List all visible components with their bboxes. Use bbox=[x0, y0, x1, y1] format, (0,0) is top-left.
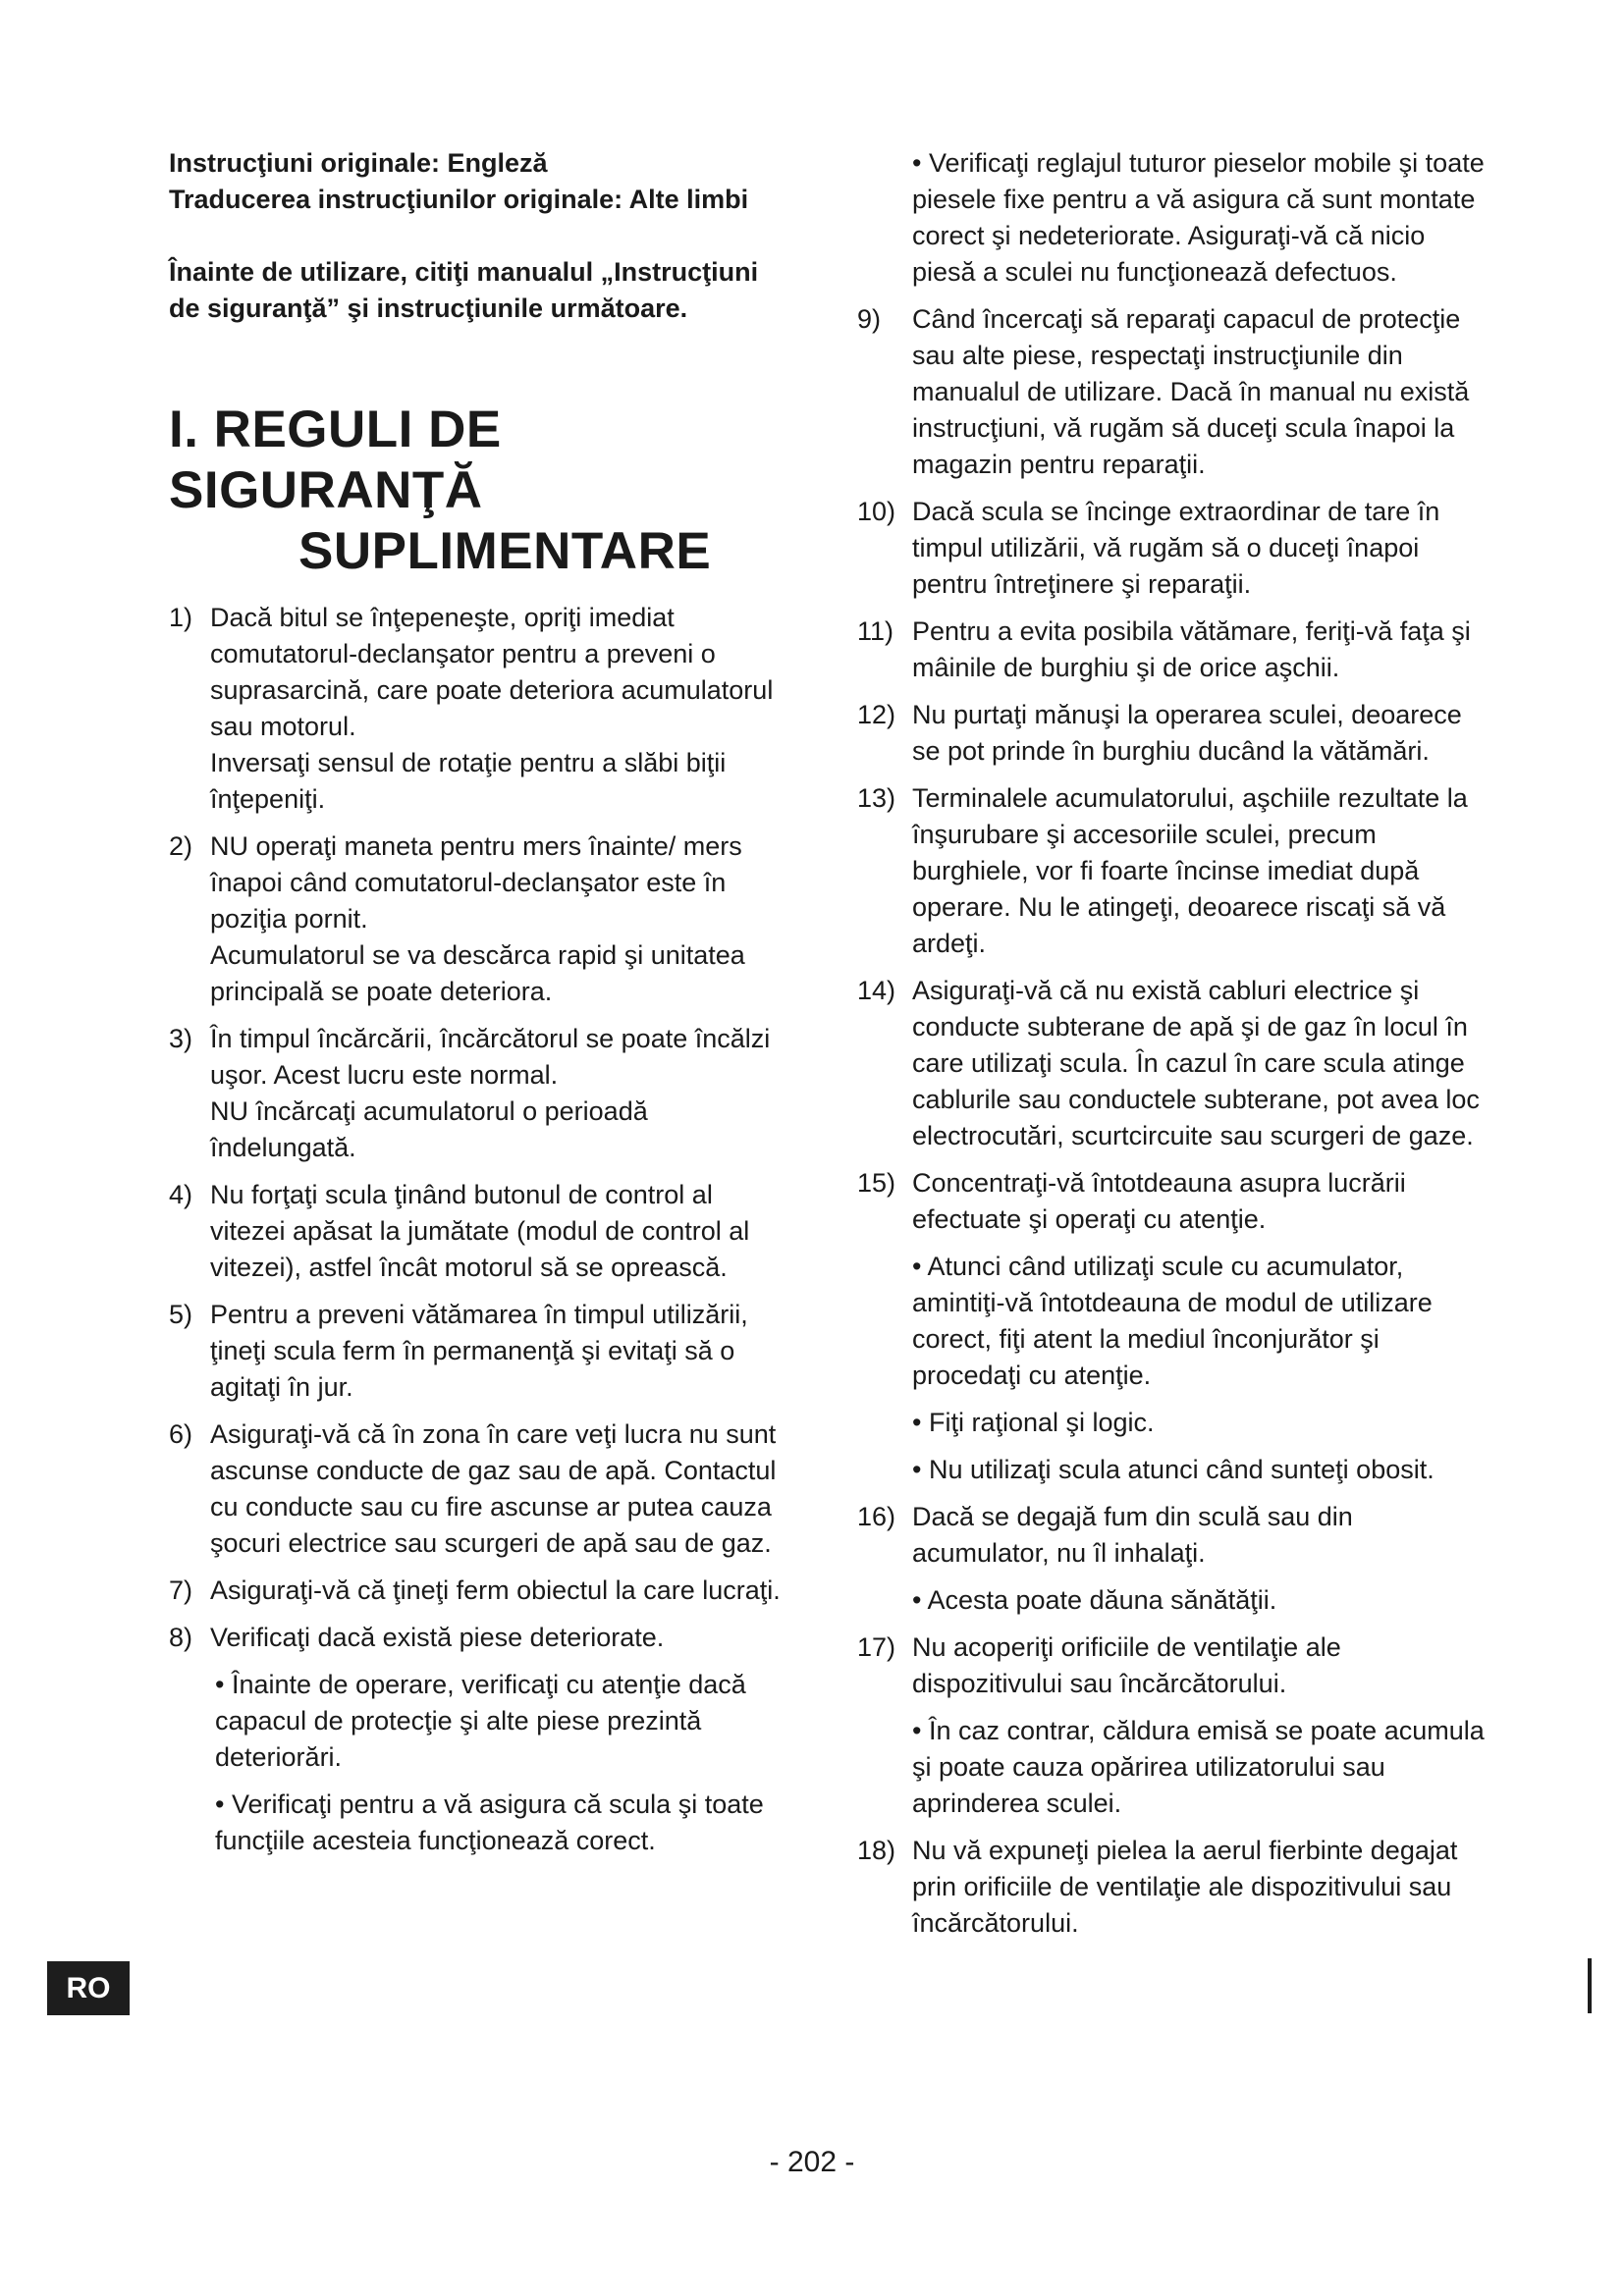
list-item bbox=[857, 494, 1486, 603]
item-text bbox=[912, 1833, 1486, 1942]
item-number: 13) bbox=[857, 783, 896, 813]
item-paragraph: NU încărcaţi acumulatorul o perioadă îndelungată. bbox=[210, 1096, 648, 1162]
item-number: 16) bbox=[857, 1502, 896, 1531]
item-number: 12) bbox=[857, 700, 896, 729]
item-text bbox=[912, 301, 1486, 483]
item-number: 15) bbox=[857, 1168, 896, 1198]
item-paragraph: Concentraţi-vă întotdeauna asupra lucrării efectuate şi operaţi cu atenţie. bbox=[912, 1168, 1406, 1234]
item-number: 8) bbox=[169, 1623, 193, 1652]
margin-marker bbox=[1588, 1958, 1592, 2013]
item-text bbox=[912, 494, 1486, 603]
bullet-subitem: • Fiţi raţional şi logic. bbox=[912, 1408, 1155, 1437]
right-column bbox=[857, 145, 1486, 1952]
item-paragraph: Dacă se degajă fum din sculă sau din acumulator, nu îl inhalaţi. bbox=[912, 1502, 1353, 1568]
item-paragraph: Acumulatorul se va descărca rapid şi unitatea principală se poate deteriora. bbox=[210, 940, 745, 1006]
page-number: - 202 - bbox=[769, 2146, 855, 2178]
list-item bbox=[857, 973, 1486, 1154]
item-paragraph: Pentru a evita posibila vătămare, feriţi-vă faţa şi mâinile de burghiu şi de orice aşchii. bbox=[912, 616, 1471, 682]
item-text bbox=[912, 1165, 1486, 1238]
bullet-subitem: • Atunci când utilizaţi scule cu acumulator, amintiţi-vă întotdeauna de modul de utilizare corect, fiţi atent la mediul înconjurător şi procedaţi cu atenţie. bbox=[912, 1252, 1433, 1390]
item-number: 2) bbox=[169, 831, 193, 861]
item-number: 9) bbox=[857, 304, 882, 334]
item-number: 1) bbox=[169, 603, 193, 632]
item-number: 17) bbox=[857, 1632, 896, 1662]
list-item bbox=[169, 1620, 789, 1656]
bullet-subitem: • Înainte de operare, verificaţi cu atenţie dacă capacul de protecţie şi alte piese prezintă deteriorări. bbox=[215, 1670, 746, 1772]
item-paragraph: Inversaţi sensul de rotaţie pentru a slăbi biţii înţepeniţi. bbox=[210, 748, 727, 814]
item-paragraph: Nu vă expuneţi pielea la aerul fierbinte degajat prin orificiile de ventilaţie ale dispozitivului sau încărcătorului. bbox=[912, 1836, 1458, 1938]
item-paragraph: Asiguraţi-vă că ţineţi ferm obiectul la care lucraţi. bbox=[210, 1575, 781, 1605]
item-text bbox=[210, 600, 789, 818]
section-heading-line1: I. REGULI DE SIGURANŢĂ bbox=[169, 400, 502, 519]
item-number: 10) bbox=[857, 497, 896, 526]
right-items-list bbox=[857, 301, 1486, 1942]
item-text bbox=[210, 1177, 789, 1286]
item-paragraph: Pentru a preveni vătămarea în timpul utilizării, ţineţi scula ferm în permanenţă şi evitaţi să o agitaţi în jur. bbox=[210, 1300, 748, 1402]
list-item bbox=[169, 600, 789, 818]
item-text bbox=[210, 1297, 789, 1406]
item-paragraph: Nu purtaţi mănuşi la operarea sculei, deoarece se pot prinde în burghiu ducând la vătămări. bbox=[912, 700, 1462, 766]
continued-subitem: • Verificaţi reglajul tuturor pieselor mobile şi toate piesele fixe pentru a vă asigura că sunt montate corect şi nedeteriorate. Asiguraţi-vă că nicio piesă a sculei nu funcţionează defectuos. bbox=[912, 148, 1485, 287]
list-item bbox=[169, 1573, 789, 1609]
bullet-subitem: • Acesta poate dăuna sănătăţii. bbox=[912, 1585, 1277, 1615]
item-number: 7) bbox=[169, 1575, 193, 1605]
left-subitems-list bbox=[169, 1667, 789, 1859]
list-item bbox=[857, 1499, 1486, 1572]
item-paragraph: Terminalele acumulatorului, aşchiile rezultate la înşurubare şi accesoriile sculei, precum burghiele, vor fi foarte încinse imediat după operare. Nu le atingeţi, deoarece riscaţi să vă ardeţi. bbox=[912, 783, 1468, 958]
list-item bbox=[857, 1833, 1486, 1942]
section-heading bbox=[169, 400, 789, 582]
item-text bbox=[210, 828, 789, 1010]
item-paragraph: Când încercaţi să reparaţi capacul de protecţie sau alte piese, respectaţi instrucţiunile din manualul de utilizare. Dacă în manual nu există instrucţiuni, vă rugăm să duceţi scula înapoi la magazin pentru reparaţii. bbox=[912, 304, 1470, 479]
item-number: 6) bbox=[169, 1419, 193, 1449]
item-number: 14) bbox=[857, 976, 896, 1005]
item-number: 18) bbox=[857, 1836, 896, 1865]
item-paragraph: Asiguraţi-vă că în zona în care veţi lucra nu sunt ascunse conducte de gaz sau de apă. Contactul cu conducte sau cu fire ascunse ar putea cauza şocuri electrice sau scurgeri de apă sau de gaz. bbox=[210, 1419, 777, 1558]
list-item bbox=[169, 1177, 789, 1286]
list-item bbox=[857, 780, 1486, 962]
list-item bbox=[857, 614, 1486, 686]
item-number: 4) bbox=[169, 1180, 193, 1209]
item-text bbox=[210, 1416, 789, 1562]
item-text bbox=[912, 1629, 1486, 1702]
item-text bbox=[912, 1499, 1486, 1572]
item-text bbox=[210, 1573, 789, 1609]
item-text bbox=[210, 1021, 789, 1166]
bullet-subitem: • Verificaţi pentru a vă asigura că scula şi toate funcţiile acesteia funcţionează corect. bbox=[215, 1789, 764, 1855]
list-item bbox=[857, 697, 1486, 770]
item-paragraph: Dacă scula se încinge extraordinar de tare în timpul utilizării, vă rugăm să o duceţi înapoi pentru întreţinere şi reparaţii. bbox=[912, 497, 1440, 599]
left-items-list bbox=[169, 600, 789, 1656]
item-text bbox=[210, 1620, 789, 1656]
list-item bbox=[169, 1416, 789, 1562]
bullet-subitem: • În caz contrar, căldura emisă se poate acumula şi poate cauza opărirea utilizatorului sau aprinderea sculei. bbox=[912, 1716, 1485, 1818]
intro-read-before-use: Înainte de utilizare, citiţi manualul „Instrucţiuni de siguranţă” şi instrucţiunile următoare. bbox=[169, 257, 759, 323]
item-paragraph: Asiguraţi-vă că nu există cabluri electrice şi conducte subterane de apă şi de gaz în locul în care utilizaţi scula. În cazul în care scula atinge cablurile sau conductele subterane, pot avea loc electrocutări, scurtcircuite sau scurgeri de gaze. bbox=[912, 976, 1480, 1150]
list-item bbox=[857, 301, 1486, 483]
list-item bbox=[857, 1629, 1486, 1702]
item-number: 11) bbox=[857, 616, 894, 646]
list-item bbox=[169, 828, 789, 1010]
item-paragraph: NU operaţi maneta pentru mers înainte/ mers înapoi când comutatorul-declanşator este în poziţia pornit. bbox=[210, 831, 742, 934]
item-text bbox=[912, 780, 1486, 962]
list-item bbox=[857, 1165, 1486, 1238]
item-paragraph: Nu forţaţi scula ţinând butonul de control al vitezei apăsat la jumătate (modul de control al vitezei), astfel încât motorul să se oprească. bbox=[210, 1180, 750, 1282]
item-number: 5) bbox=[169, 1300, 193, 1329]
item-paragraph: În timpul încărcării, încărcătorul se poate încălzi uşor. Acest lucru este normal. bbox=[210, 1024, 771, 1090]
item-text bbox=[912, 614, 1486, 686]
item-paragraph: Nu acoperiţi orificiile de ventilaţie ale dispozitivului sau încărcătorului. bbox=[912, 1632, 1341, 1698]
item-text bbox=[912, 697, 1486, 770]
section-heading-line2: SUPLIMENTARE bbox=[298, 522, 712, 580]
item-paragraph: Dacă bitul se înţepeneşte, opriţi imediat comutatorul-declanşator pentru a preveni o suprasarcină, care poate deteriora acumulatorul sau motorul. bbox=[210, 603, 774, 741]
bullet-subitem: • Nu utilizaţi scula atunci când sunteţi obosit. bbox=[912, 1455, 1435, 1484]
list-item bbox=[169, 1021, 789, 1166]
item-number: 3) bbox=[169, 1024, 193, 1053]
intro-original-language: Instrucţiuni originale: Engleză Traducerea instrucţiunilor originale: Alte limbi bbox=[169, 148, 749, 214]
list-item bbox=[169, 1297, 789, 1406]
language-tab: RO bbox=[47, 1961, 130, 2015]
item-text bbox=[912, 973, 1486, 1154]
left-column bbox=[169, 145, 789, 1870]
item-paragraph: Verificaţi dacă există piese deteriorate. bbox=[210, 1623, 665, 1652]
